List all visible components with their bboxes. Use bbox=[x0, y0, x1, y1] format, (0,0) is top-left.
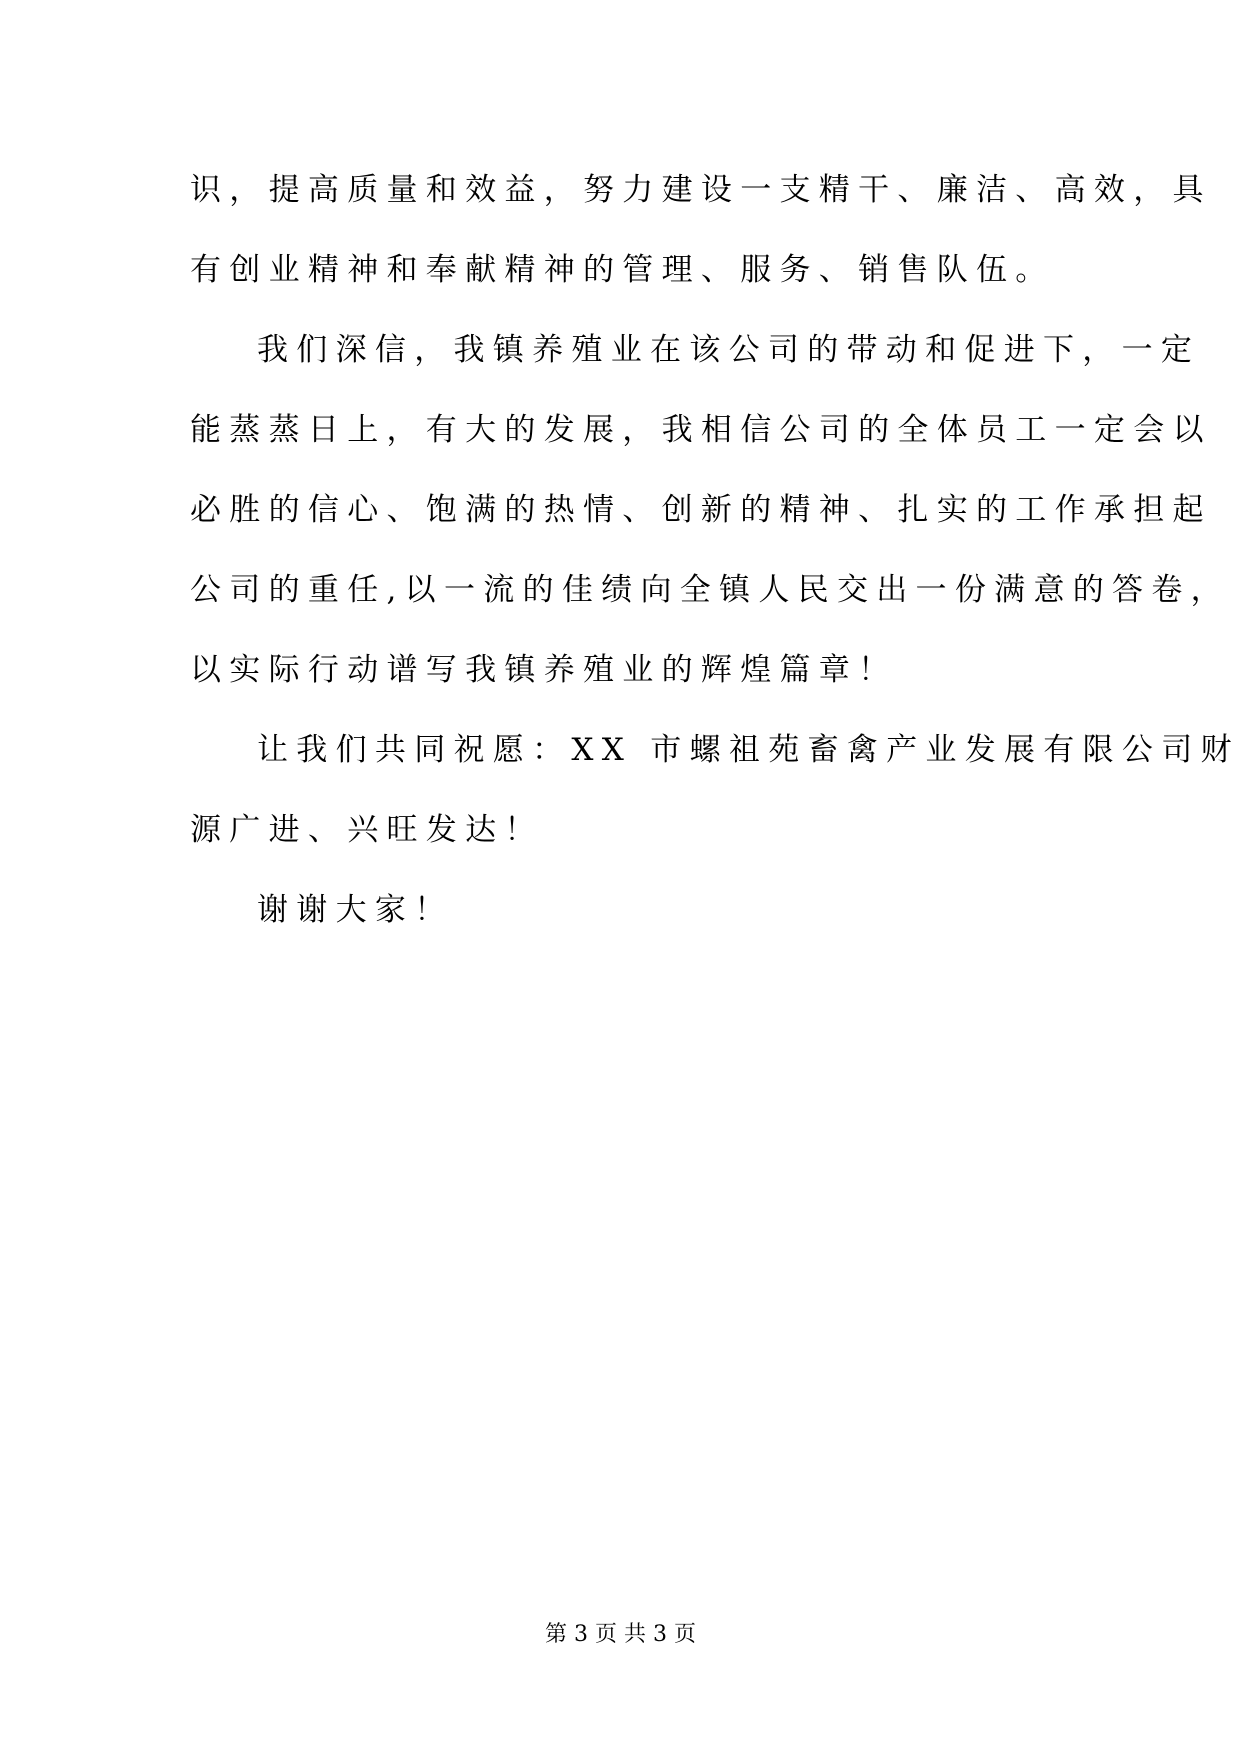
paragraph-line: 能蒸蒸日上，有大的发展，我相信公司的全体员工一定会以 bbox=[190, 412, 1212, 448]
paragraph-line: 我们深信，我镇养殖业在该公司的带动和促进下，一定 bbox=[257, 332, 1201, 368]
paragraph-line: 有创业精神和奉献精神的管理、服务、销售队伍。 bbox=[190, 252, 1055, 288]
paragraph-line: 公司的重任,以一流的佳绩向全镇人民交出一份满意的答卷， bbox=[190, 572, 1230, 608]
paragraph-line: 谢谢大家！ bbox=[257, 892, 454, 928]
paragraph-line: 识，提高质量和效益，努力建设一支精干、廉洁、高效，具 bbox=[190, 172, 1212, 208]
page-number-footer: 第 3 页 共 3 页 bbox=[545, 1622, 696, 1647]
paragraph-line: 让我们共同祝愿：XX 市螺祖苑畜禽产业发展有限公司财 bbox=[257, 732, 1240, 768]
paragraph-line: 必胜的信心、饱满的热情、创新的精神、扎实的工作承担起 bbox=[190, 492, 1212, 528]
paragraph-line: 以实际行动谱写我镇养殖业的辉煌篇章！ bbox=[190, 652, 898, 688]
paragraph-line: 源广进、兴旺发达！ bbox=[190, 812, 544, 848]
